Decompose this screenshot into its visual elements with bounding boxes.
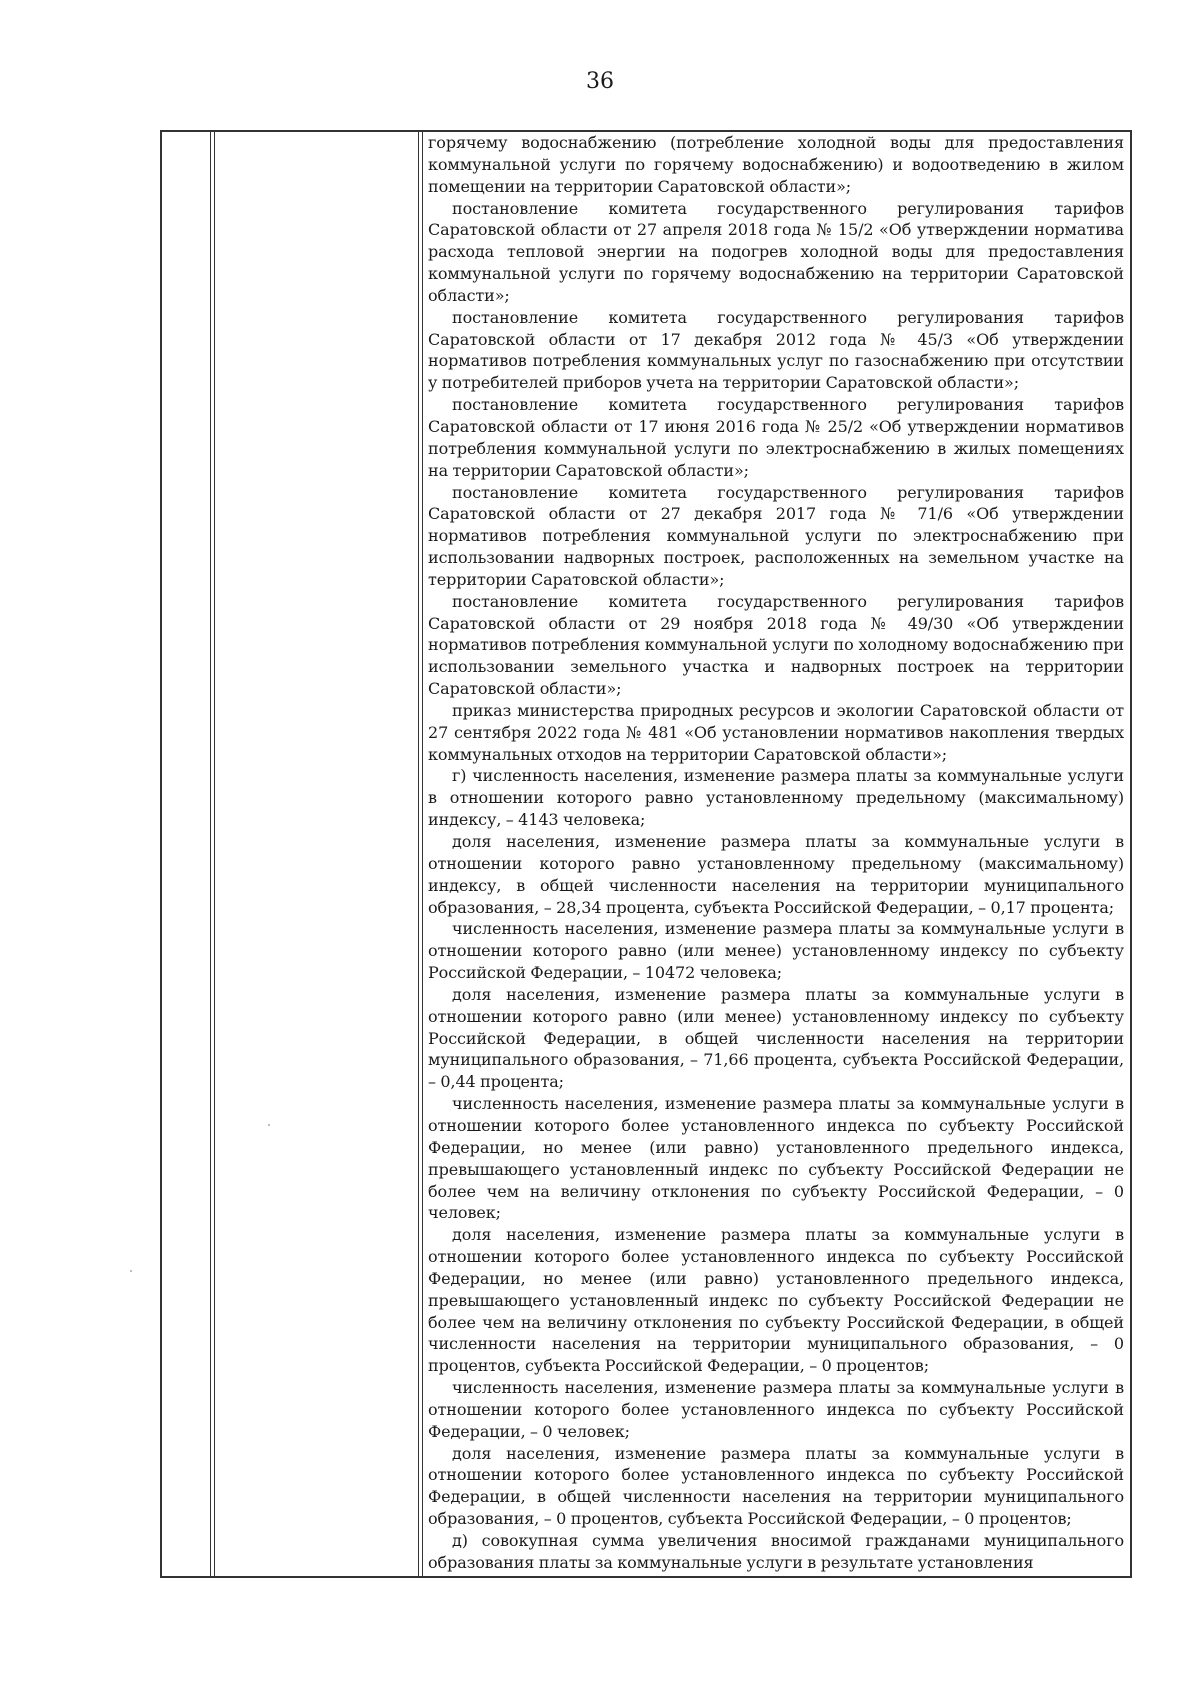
column-divider — [210, 132, 211, 1576]
paragraph: постановление комитета государственного регулирования тарифов Саратовской области от 27 апреля 2018 года № 15/2 «Об утверждении норматива расхода тепловой энергии на подогрев холодной воды для предоставления коммунальной услуги по горячему водоснабжению на территории Саратовской области»; — [428, 198, 1124, 305]
paragraph: численность населения, изменение размера платы за коммунальные услуги в отношении которого более установленного индекса по субъекту Российской Федерации, – 0 человек; — [428, 1378, 1124, 1441]
paragraph: постановление комитета государственного регулирования тарифов Саратовской области от 17 декабря 2012 года № 45/3 «Об утверждении нормативов потребления коммунальных услуг по газоснабжению при отсутствии у потребителей приборов учета на территории Саратовской области»; — [428, 307, 1124, 393]
column-divider — [214, 132, 215, 1576]
paragraph: постановление комитета государственного регулирования тарифов Саратовской области от 29 ноября 2018 года № 49/30 «Об утверждении нормативов потребления коммунальной услуги по холодному водоснабжению при использовании земельного участка и надворных построек на территории Саратовской области»; — [428, 591, 1124, 699]
paragraph: д) совокупная сумма увеличения вносимой гражданами муниципального образования платы за коммунальные услуги в результате установления — [428, 1531, 1124, 1572]
document-table — [160, 130, 1132, 1578]
paragraph: приказ министерства природных ресурсов и экологии Саратовской области от 27 сентября 2022 года № 481 «Об установлении нормативов накопления твердых коммунальных отходов на территории Саратовской области»; — [428, 700, 1124, 764]
scan-speck — [130, 1270, 132, 1272]
paragraph: г) численность населения, изменение размера платы за коммунальные услуги в отношении которого равно установленному предельному (максимальному) индексу, – 4143 человека; — [428, 766, 1124, 830]
paragraph: горячему водоснабжению (потребление холодной воды для предоставления коммунальной услуги по горячему водоснабжению) и водоотведению в жилом помещении на территории Саратовской области»; — [428, 133, 1124, 196]
paragraph: доля населения, изменение размера платы за коммунальные услуги в отношении которого более установленного индекса по субъекту Российской Федерации, но менее (или равно) установленного предельного индекса, превышающего установленный индекс по субъекту Российской Федерации не более чем на величину отклонения по субъекту Российской Федерации, в общей численности населения на территории муниципального образования, – 0 процентов, субъекта Российской Федерации, – 0 процентов; — [428, 1225, 1124, 1376]
table-text-cell — [428, 132, 1124, 1574]
column-divider — [418, 132, 419, 1576]
paragraph: доля населения, изменение размера платы за коммунальные услуги в отношении которого равно установленному предельному (максимальному) индексу, в общей численности населения на территории муниципального образования, – 28,34 процента, субъекта Российской Федерации, – 0,17 процента; — [428, 832, 1124, 917]
paragraph: численность населения, изменение размера платы за коммунальные услуги в отношении которого более установленного индекса по субъекту Российской Федерации, но менее (или равно) установленного предельного индекса, превышающего установленный индекс по субъекту Российской Федерации не более чем на величину отклонения по субъекту Российской Федерации, – 0 человек; — [428, 1094, 1124, 1223]
page-number: 36 — [586, 69, 614, 94]
column-divider — [422, 132, 423, 1576]
paragraph: численность населения, изменение размера платы за коммунальные услуги в отношении которого равно (или менее) установленному индексу по субъекту Российской Федерации, – 10472 человека; — [428, 919, 1124, 983]
paragraph: постановление комитета государственного регулирования тарифов Саратовской области от 17 июня 2016 года № 25/2 «Об утверждении нормативов потребления коммунальной услуги по электроснабжению в жилых помещениях на территории Саратовской области»; — [428, 395, 1124, 480]
paragraph: постановление комитета государственного регулирования тарифов Саратовской области от 27 декабря 2017 года № 71/6 «Об утверждении нормативов потребления коммунальной услуги по электроснабжению при использовании надворных построек, расположенных на земельном участке на территории Саратовской области»; — [428, 482, 1124, 589]
paragraph: доля населения, изменение размера платы за коммунальные услуги в отношении которого более установленного индекса по субъекту Российской Федерации, в общей численности населения на территории муниципального образования, – 0 процентов, субъекта Российской Федерации, – 0 процентов; — [428, 1443, 1124, 1529]
paragraph: доля населения, изменение размера платы за коммунальные услуги в отношении которого равно (или менее) установленному индексу по субъекту Российской Федерации, в общей численности населения на территории муниципального образования, – 71,66 процента, субъекта Российской Федерации, – 0,44 процента; — [428, 984, 1124, 1092]
scan-speck — [268, 1124, 270, 1126]
